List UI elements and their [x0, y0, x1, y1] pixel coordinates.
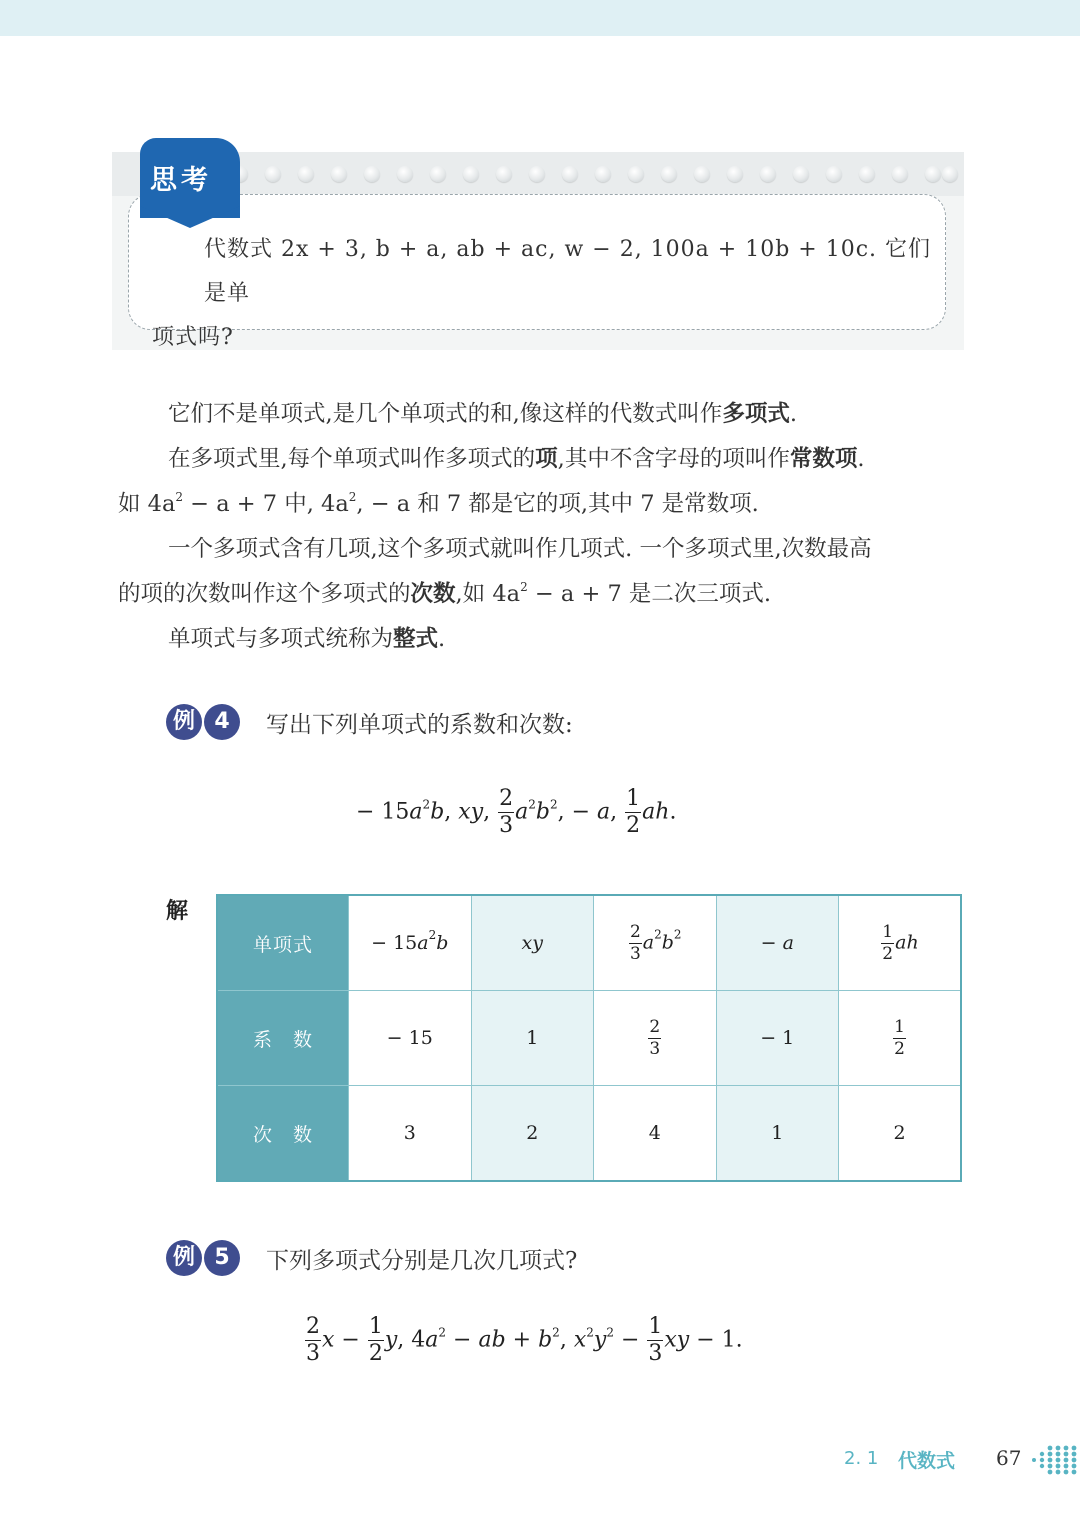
table-cell: xy [471, 895, 594, 991]
superscript: 2 [175, 490, 184, 504]
table-cell: 2 [839, 1086, 962, 1182]
example-4-formula: − $15a^2b$, xy, $\frac{2}{3}$ $a^2b^2$, − a, $\frac{1}{2}$ ah. [356, 786, 677, 838]
p2-text-b: ,其中不含字母的项叫作 [557, 446, 790, 472]
footer-section-title: 代数式 [898, 1450, 956, 1472]
row-header-degree: 次 数 [217, 1086, 349, 1182]
p3-line2-b: ,如 4a [455, 581, 521, 607]
p2-text: 在多项式里,每个单项式叫作多项式的 [168, 446, 536, 472]
example-5-formula: $\frac{2}{3}$ x − $\frac{1}{2}$ y, $4a^2$ − ab + $b^2$, $x^2y^2$ − $\frac{1}{3}$ xy − 1. [306, 1314, 743, 1366]
table-cell: $\frac{2}{3}$ [594, 991, 717, 1086]
footer-section-number: 2. 1 [844, 1448, 879, 1469]
table-cell: $\frac{1}{2}$ ah [839, 895, 962, 991]
top-color-band [0, 0, 1080, 36]
example-badge: 例 [166, 1240, 202, 1276]
example-badge: 例 [166, 704, 202, 740]
p2-line2-b: − a + 7 中, 4a [183, 491, 349, 517]
table-cell: − 1 [716, 991, 839, 1086]
term-degree: 次数 [410, 581, 456, 607]
solution-table [216, 894, 962, 1182]
term-integral-expression: 整式 [393, 626, 439, 652]
table-cell: 2 [471, 1086, 594, 1182]
page-number: 67 [996, 1446, 1022, 1470]
p4-text: 单项式与多项式统称为 [168, 626, 394, 652]
example-4-prompt: 写出下列单项式的系数和次数: [266, 712, 573, 738]
table-row [217, 991, 961, 1086]
superscript: 2 [348, 490, 357, 504]
think-line-1: 代数式 2x + 3, b + a, ab + ac, w − 2, 100a + 10b + 10c. 它们是单 [204, 237, 932, 306]
p4-end: . [438, 626, 446, 652]
row-header-coefficient: 系 数 [217, 991, 349, 1086]
term-constant: 常数项 [789, 446, 858, 472]
binding-rings [232, 164, 956, 186]
p2-line2-a: 如 4a [118, 491, 176, 517]
paragraph-polynomial-def [118, 392, 964, 662]
table-row [217, 1086, 961, 1182]
table-cell: − $15a^2b$ [349, 895, 472, 991]
solution-label: 解 [166, 899, 189, 924]
term-term: 项 [535, 446, 558, 472]
p2-line2-c: , − a 和 7 都是它的项,其中 7 是常数项. [356, 491, 759, 517]
p2-end: . [857, 446, 865, 472]
think-question [152, 228, 942, 360]
think-box [112, 152, 964, 350]
table-cell: − 15 [349, 991, 472, 1086]
example-number-badge: 4 [204, 704, 240, 740]
term-polynomial: 多项式 [722, 401, 790, 427]
think-label: 思考 [150, 165, 212, 196]
row-header-monomial: 单项式 [217, 895, 349, 991]
table-cell: − a [716, 895, 839, 991]
table-cell: 1 [716, 1086, 839, 1182]
table-cell: 1 [471, 991, 594, 1086]
table-cell: $\frac{2}{3}$ $a^2b^2$ [594, 895, 717, 991]
table-row [217, 895, 961, 991]
p3-line2-c: − a + 7 是二次三项式. [527, 581, 772, 607]
think-line-2: 项式吗? [152, 325, 234, 350]
p1-text: 它们不是单项式,是几个单项式的和,像这样的代数式叫作 [168, 401, 723, 427]
superscript: 2 [520, 580, 528, 594]
footer-dot-ornament-icon [1030, 1440, 1080, 1480]
example-5-prompt: 下列多项式分别是几次几项式? [266, 1248, 578, 1274]
p3-text: 一个多项式含有几项,这个多项式就叫作几项式. 一个多项式里,次数最高 [168, 536, 872, 562]
p1-end: . [789, 401, 797, 427]
p3-line2-a: 的项的次数叫作这个多项式的 [118, 581, 411, 607]
example-number-badge: 5 [204, 1240, 240, 1276]
table-cell: 3 [349, 1086, 472, 1182]
table-cell: $\frac{1}{2}$ [839, 991, 962, 1086]
table-cell: 4 [594, 1086, 717, 1182]
